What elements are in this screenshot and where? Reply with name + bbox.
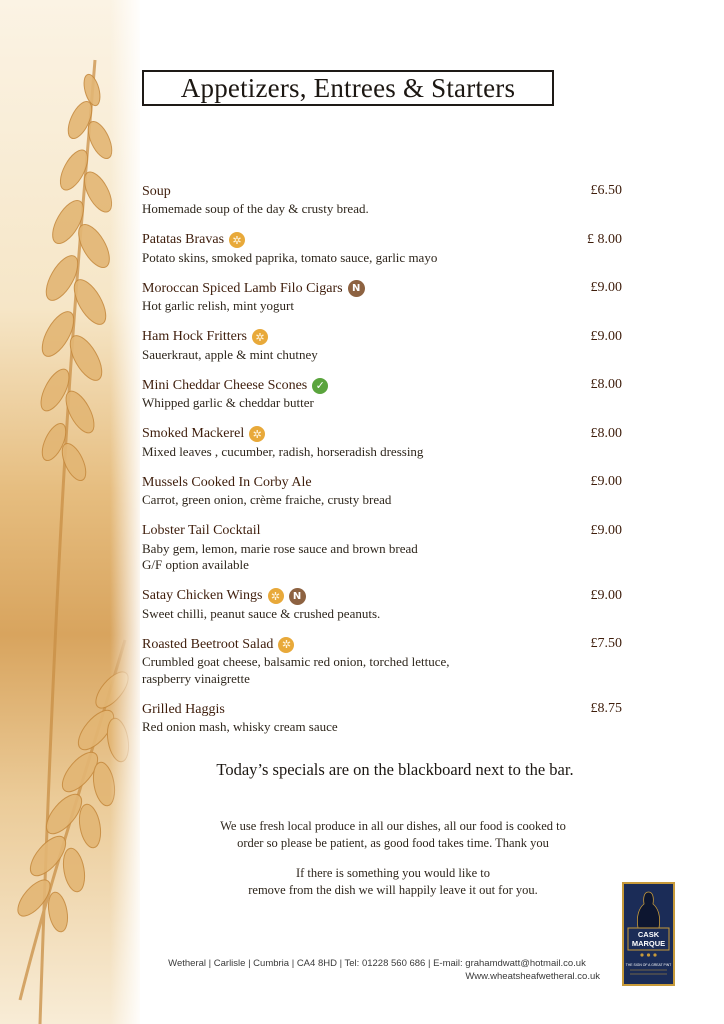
menu-item-header bbox=[142, 425, 628, 444]
menu-item-description: Crumbled goat cheese, balsamic red onion, torched lettuce, bbox=[142, 654, 450, 669]
menu-item-name: Mini Cheddar Cheese Scones bbox=[142, 377, 308, 393]
menu-item-name: Soup bbox=[142, 183, 171, 199]
menu-item bbox=[142, 231, 628, 267]
menu-item-header bbox=[142, 279, 628, 298]
menu-item-description: Whipped garlic & cheddar butter bbox=[142, 395, 314, 410]
cask-marque-logo bbox=[622, 882, 675, 986]
menu-item-price: £9.00 bbox=[590, 587, 622, 603]
menu-item-header bbox=[142, 231, 628, 250]
vegetarian-icon: ✓ bbox=[312, 378, 328, 394]
notes-line: We use fresh local produce in all our dishes, all our food is cooked to bbox=[220, 819, 566, 833]
gluten-free-icon: ✲ bbox=[278, 637, 294, 653]
gluten-free-icon: ✲ bbox=[268, 588, 284, 604]
menu-item-name: Patatas Bravas bbox=[142, 232, 225, 247]
gluten-free-icon: ✲ bbox=[229, 232, 245, 248]
menu-item bbox=[142, 279, 628, 315]
specials-notice: Today’s specials are on the blackboard next to the bar. bbox=[216, 760, 574, 779]
nuts-icon: N bbox=[348, 280, 365, 297]
menu-item-header bbox=[142, 635, 628, 654]
menu-item-description: Mixed leaves , cucumber, radish, horseradish dressing bbox=[142, 443, 424, 459]
menu-item-description: Hot garlic relish, mint yogurt bbox=[142, 298, 295, 313]
section-title: Appetizers, Entrees & Starters bbox=[180, 72, 516, 103]
footer-website-link[interactable]: Www.wheatsheafwetheral.co.uk bbox=[465, 971, 600, 982]
menu-item bbox=[142, 376, 628, 412]
menu-item bbox=[142, 587, 628, 623]
menu-list bbox=[142, 182, 628, 749]
menu-item-header bbox=[142, 700, 628, 719]
menu-item-name: Roasted Beetroot Salad bbox=[142, 636, 274, 652]
menu-item-name: Grilled Haggis bbox=[142, 701, 225, 717]
menu-item-header bbox=[142, 473, 628, 492]
menu-item bbox=[142, 473, 628, 509]
menu-item bbox=[142, 522, 628, 574]
menu-item-price: £6.50 bbox=[590, 183, 622, 198]
menu-item-description: Homemade soup of the day & crusty bread. bbox=[142, 201, 369, 216]
menu-item-price: £8.75 bbox=[590, 701, 622, 716]
menu-item-description: Carrot, green onion, crème fraiche, crusty bread bbox=[142, 492, 392, 507]
menu-item-price: £8.00 bbox=[590, 425, 622, 441]
menu-item-price: £7.50 bbox=[590, 636, 622, 651]
menu-item bbox=[142, 182, 628, 218]
logo-text-cask: CASK bbox=[637, 930, 660, 939]
menu-item bbox=[142, 635, 628, 687]
notes-line: remove from the dish we will happily leave it out for you. bbox=[248, 882, 538, 897]
menu-item-name: Smoked Mackerel bbox=[142, 426, 245, 441]
notes-paragraph-removal bbox=[150, 865, 636, 898]
menu-item-price: £ 8.00 bbox=[587, 231, 622, 247]
menu-item-header bbox=[142, 328, 628, 347]
notes-paragraph-fresh-produce bbox=[150, 818, 636, 851]
menu-item bbox=[142, 700, 628, 736]
menu-item-price: £9.00 bbox=[590, 328, 622, 344]
notes-line: order so please be patient, as good food takes time. Thank you bbox=[237, 835, 549, 850]
menu-item-header bbox=[142, 182, 628, 201]
menu-item bbox=[142, 328, 628, 364]
menu-item-header bbox=[142, 376, 628, 395]
nuts-icon: N bbox=[289, 588, 306, 605]
menu-item-description: Sauerkraut, apple & mint chutney bbox=[142, 346, 318, 362]
menu-item-name: Mussels Cooked In Corby Ale bbox=[142, 474, 312, 490]
menu-item-name: Ham Hock Fritters bbox=[142, 329, 247, 344]
menu-item-name: Satay Chicken Wings bbox=[142, 588, 263, 603]
menu-item-description: Potato skins, smoked paprika, tomato sauce, garlic mayo bbox=[142, 249, 438, 265]
menu-item-description: raspberry vinaigrette bbox=[142, 670, 250, 686]
menu-item-description: Red onion mash, whisky cream sauce bbox=[142, 719, 338, 734]
menu-item-price: £8.00 bbox=[590, 377, 622, 392]
menu-item-price: £9.00 bbox=[590, 474, 622, 489]
logo-tagline: THE SIGN OF A GREAT PINT bbox=[625, 963, 672, 967]
section-title-box bbox=[142, 70, 554, 106]
menu-item bbox=[142, 425, 628, 461]
menu-item-header bbox=[142, 587, 628, 606]
notes-line: If there is something you would like to bbox=[295, 866, 491, 880]
menu-item-price: £9.00 bbox=[590, 280, 622, 295]
kitchen-notes bbox=[150, 818, 636, 912]
footer-contact bbox=[140, 958, 614, 982]
logo-text-marque: MARQUE bbox=[631, 939, 666, 948]
menu-item-name: Moroccan Spiced Lamb Filo Cigars bbox=[142, 280, 343, 296]
footer-address: Wetheral | Carlisle | Cumbria | CA4 8HD | Tel: 01228 560 686 | E-mail: grahamdwatt@hotmail.co.uk bbox=[168, 958, 586, 969]
wheat-background-image bbox=[0, 0, 140, 1024]
menu-item-header bbox=[142, 522, 628, 541]
menu-item-description: Baby gem, lemon, marie rose sauce and brown bread bbox=[142, 540, 418, 556]
gluten-free-icon: ✲ bbox=[249, 426, 265, 442]
menu-item-price: £9.00 bbox=[590, 522, 622, 538]
menu-item-name: Lobster Tail Cocktail bbox=[142, 523, 261, 538]
menu-item-description: Sweet chilli, peanut sauce & crushed peanuts. bbox=[142, 605, 381, 621]
gluten-free-icon: ✲ bbox=[252, 329, 268, 345]
menu-item-description: G/F option available bbox=[142, 557, 249, 572]
